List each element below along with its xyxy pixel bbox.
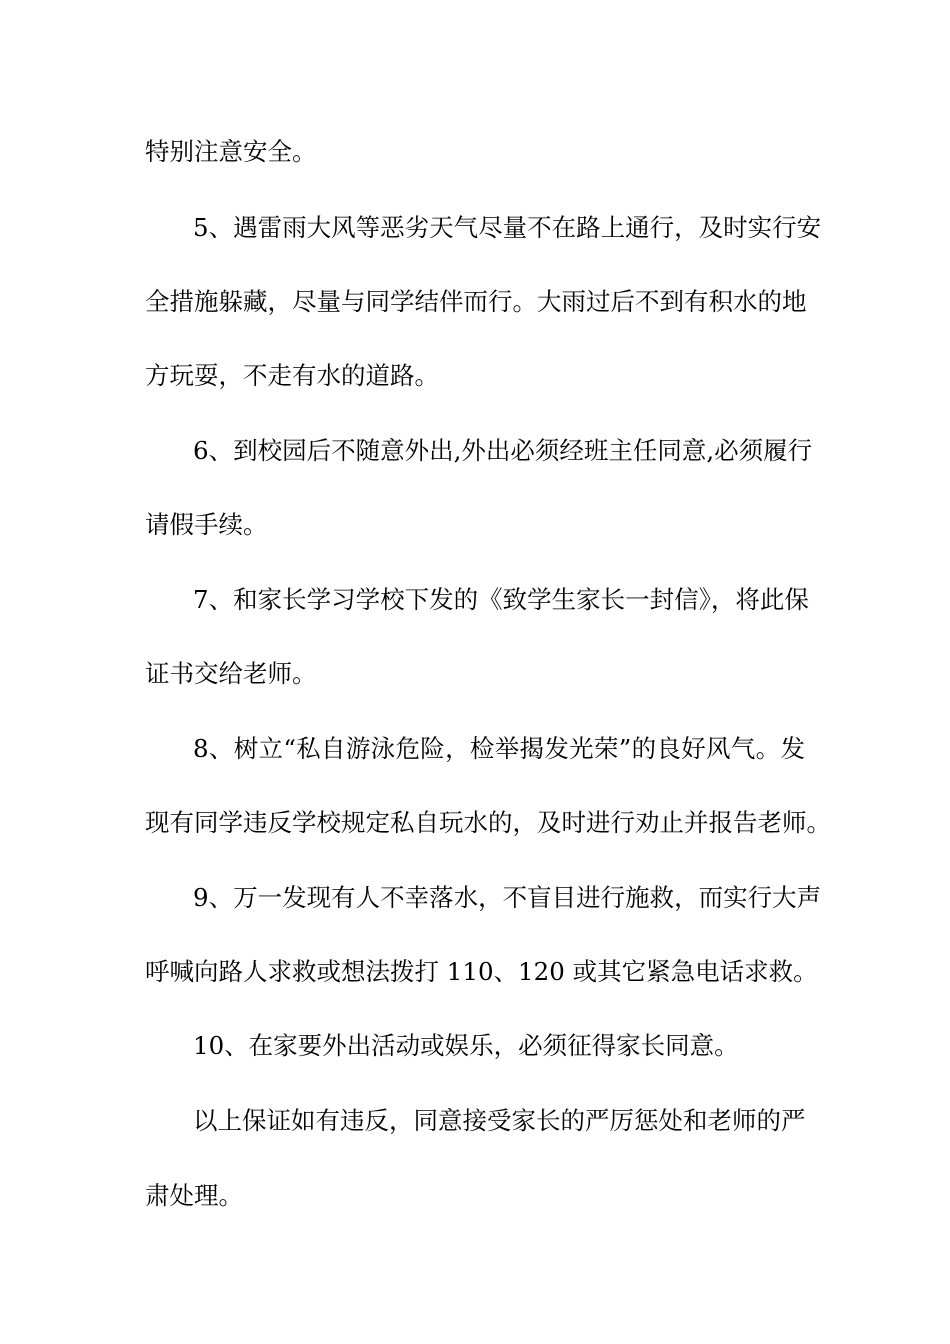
text-line: 7、和家长学习学校下发的《致学生家长一封信》，将此保: [193, 585, 809, 614]
text-line: 现有同学违反学校规定私自玩水的，及时进行劝止并报告老师。: [145, 808, 831, 837]
text-line: 呼喊向路人求救或想法拨打 110、120 或其它紧急电话求救。: [145, 957, 818, 986]
text-line: 9、万一发现有人不幸落水，不盲目进行施救，而实行大声: [193, 883, 822, 912]
text-line: 以上保证如有违反，同意接受家长的严厉惩处和老师的严: [193, 1106, 806, 1135]
text-line: 8、树立“私自游泳危险，检举揭发光荣”的良好风气。发: [193, 734, 805, 763]
text-line: 证书交给老师。: [145, 659, 317, 688]
text-line: 方玩耍，不走有水的道路。: [145, 361, 439, 390]
text-line: 10、在家要外出活动或娱乐，必须征得家长同意。: [193, 1031, 739, 1060]
text-line: 5、遇雷雨大风等恶劣天气尽量不在路上通行，及时实行安: [193, 213, 822, 242]
text-line: 特别注意安全。: [145, 137, 317, 166]
text-line: 全措施躲藏，尽量与同学结伴而行。大雨过后不到有积水的地: [145, 287, 807, 316]
text-line: 请假手续。: [145, 510, 268, 539]
text-line: 6、到校园后不随意外出,外出必须经班主任同意,必须履行: [193, 436, 813, 465]
text-line: 肃处理。: [145, 1181, 243, 1210]
